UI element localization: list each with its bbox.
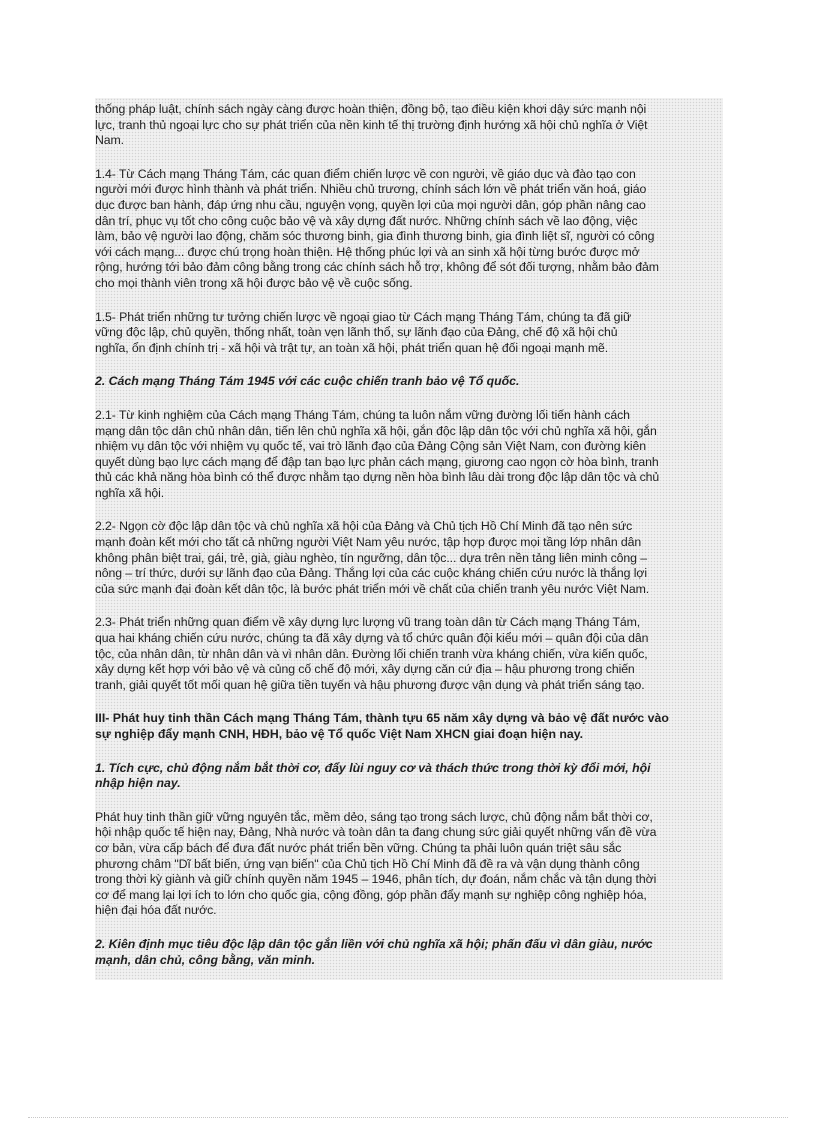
section-heading-III: III- Phát huy tinh thần Cách mạng Tháng Tám, thành tựu 65 năm xây dựng và bảo vệ đất nước vào sự nghiệp đẩy mạnh CNH, HĐH, bảo vệ Tổ quốc Việt Nam XHCN giai đoạn hiện nay.	[95, 711, 669, 741]
subheading-1-opportunity: 1. Tích cực, chủ động nắm bắt thời cơ, đẩy lùi nguy cơ và thách thức trong thời kỳ đổi mới, hội nhập hiện nay.	[95, 760, 651, 791]
paragraph-legal-system: thống pháp luật, chính sách ngày càng được hoàn thiện, đồng bộ, tạo điều kiện khơi dậy sức mạnh nội lực, tranh thủ ngoại lực cho sự phát triển của nền kinh tế thị trường định hướng xã hội chủ nghĩa ở Việt Nam.	[95, 102, 648, 148]
paragraph-1-4-human-policy: 1.4- Từ Cách mạng Tháng Tám, các quan điểm chiến lược về con người, về giáo dục và đào tạo con người mới được hình thành và phát triển. Nhiều chủ trương, chính sách lớn về phát triển văn hoá, giáo dục được ban hành, đáp ứng nhu cầu, nguyện vọng, quyền lợi của mọi người dân, góp phần nâng cao dân trí, phục vụ tốt cho công cuộc bảo vệ và xây dựng đất nước. Những chính sách về lao động, việc làm, bảo vệ người lao động, chăm sóc thương binh, gia đình thương binh, gia đình liệt sĩ, người có công với cách mạng... được chú trọng hoàn thiện. Hệ thống phúc lợi và an sinh xã hội từng bước được mở rộng, hướng tới bảo đảm công bằng trong các chính sách hỗ trợ, không để sót đối tượng, nhằm bảo đảm cho mọi thành viên trong xã hội được bảo vệ về cuộc sống.	[95, 166, 659, 290]
paragraph-2-2-unity: 2.2- Ngọn cờ độc lập dân tộc và chủ nghĩa xã hội của Đảng và Chủ tịch Hồ Chí Minh đã tạo nên sức mạnh đoàn kết mới cho tất cả những người Việt Nam yêu nước, tập hợp được mọi tầng lớp nhân dân không phân biệt trai, gái, trẻ, già, giàu nghèo, tín ngưỡng, dân tộc... dựa trên nền tảng liên minh công – nông – trí thức, dưới sự lãnh đạo của Đảng. Thắng lợi của các cuộc kháng chiến cứu nước là thắng lợi của sức mạnh đại đoàn kết dân tộc, là bước phát triển mới về chất của chiến tranh yêu nước Việt Nam.	[95, 519, 650, 596]
paragraph-1-5-diplomacy: 1.5- Phát triển những tư tưởng chiến lược về ngoại giao từ Cách mạng Tháng Tám, chúng ta đã giữ vững độc lập, chủ quyền, thống nhất, toàn vẹn lãnh thổ, sự lãnh đạo của Đảng, chế độ xã hội chủ nghĩa, ổn định chính trị - xã hội và trật tự, an toàn xã hội, phát triển quan hệ đối ngoại mạnh mẽ.	[95, 309, 632, 355]
page-bottom-divider	[28, 1117, 788, 1118]
paragraph-2-1-experience: 2.1- Từ kinh nghiệm của Cách mạng Tháng Tám, chúng ta luôn nắm vững đường lối tiến hành cách mạng dân tộc dân chủ nhân dân, tiến lên chủ nghĩa xã hội, gắn độc lập dân tộc với chủ nghĩa xã hội, gắn nhiệm vụ dân tộc với nhiệm vụ quốc tế, vai trò lãnh đạo của Đảng Cộng sản Việt Nam, con đường kiên quyết dùng bạo lực cách mạng để đập tan bạo lực phản cách mạng, giương cao ngọn cờ hòa bình, tranh thủ các khả năng hòa bình có thể được nhằm tạo dựng nền hòa bình lâu dài trong độc lập dân tộc và chủ nghĩa xã hội.	[95, 407, 660, 500]
paragraph-principles: Phát huy tinh thần giữ vững nguyên tắc, mềm dẻo, sáng tạo trong sách lược, chủ động nắm bắt thời cơ, hội nhập quốc tế hiện nay, Đảng, Nhà nước và toàn dân ta đang chung sức giải quyết những vấn đề vừa cơ bản, vừa cấp bách để đưa đất nước phát triển bền vững. Chúng ta phải luôn quán triệt sâu sắc phương châm "Dĩ bất biến, ứng vạn biến" của Chủ tịch Hồ Chí Minh đã đề ra và vận dụng thành công trong thời kỳ giành và giữ chính quyền năm 1945 – 1946, phân tích, dự đoán, nắm chắc và tận dụng thời cơ để mang lại lợi ích to lớn cho quốc gia, cộng đồng, góp phần đẩy mạnh sự nghiệp công nghiệp hóa, hiện đại hóa đất nước.	[95, 809, 657, 918]
section-heading-2-wars: 2. Cách mạng Tháng Tám 1945 với các cuộc chiến tranh bảo vệ Tổ quốc.	[95, 374, 520, 389]
document-body	[95, 98, 723, 980]
paragraph-2-3-armed-forces: 2.3- Phát triển những quan điểm về xây dựng lực lượng vũ trang toàn dân từ Cách mạng Tháng Tám, qua hai kháng chiến cứu nước, chúng ta đã xây dựng và tổ chức quân đội kiểu mới – quân đội của dân tộc, của nhân dân, từ nhân dân và vì nhân dân. Đường lối chiến tranh vừa kháng chiến, vừa kiến quốc, xây dựng kết hợp với bảo vệ và củng cố chế độ mới, xây dựng căn cứ địa – hậu phương trong chiến tranh, giải quyết tốt mối quan hệ giữa tiền tuyến và hậu phương được vận dụng và phát triển sáng tạo.	[95, 615, 649, 692]
subheading-2-independence: 2. Kiên định mục tiêu độc lập dân tộc gắn liền với chủ nghĩa xã hội; phấn đấu vì dân giàu, nước mạnh, dân chủ, công bằng, văn minh.	[95, 936, 653, 967]
